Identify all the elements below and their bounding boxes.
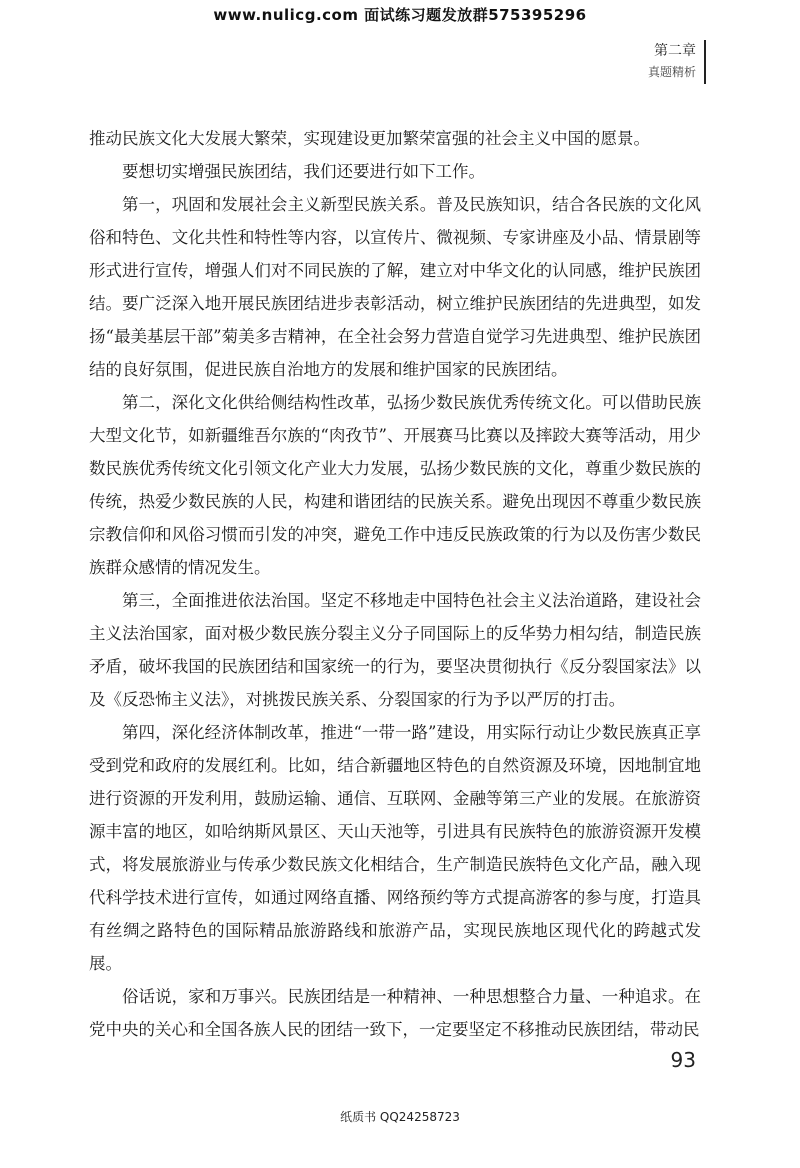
paragraph: 第一，巩固和发展社会主义新型民族关系。普及民族知识，结合各民族的文化风俗和特色、文化共性和特性等内容，以宣传片、微视频、专家讲座及小品、情景剧等形式进行宣传，增强人们对不同民族的了解，建立对中华文化的认同感，维护民族团结。要广泛深入地开展民族团结进步表彰活动，树立维护民族团结的先进典型，如发扬“最美基层干部”菊美多吉精神，在全社会努力营造自觉学习先进典型、维护民族团结的良好氛围，促进民族自治地方的发展和维护国家的民族团结。 — [89, 195, 701, 379]
header-divider — [704, 40, 706, 84]
paragraph: 第二，深化文化供给侧结构性改革，弘扬少数民族优秀传统文化。可以借助民族大型文化节，如新疆维吾尔族的“肉孜节”、开展赛马比赛以及摔跤大赛等活动，用少数民族优秀传统文化引领文化产业大力发展，弘扬少数民族的文化，尊重少数民族的传统，热爱少数民族的人民，构建和谐团结的民族关系。避免出现因不尊重少数民族宗教信仰和风俗习惯而引发的冲突，避免工作中违反民族政策的行为以及伤害少数民族群众感情的情况发生。 — [89, 393, 701, 577]
paragraph: 第四，深化经济体制改革，推进“一带一路”建设，用实际行动让少数民族真正享受到党和政府的发展红利。比如，结合新疆地区特色的自然资源及环境，因地制宜地进行资源的开发利用，鼓励运输、通信、互联网、金融等第三产业的发展。在旅游资源丰富的地区，如哈纳斯风景区、天山天池等，引进具有民族特色的旅游资源开发模式，将发展旅游业与传承少数民族文化相结合，生产制造民族特色文化产品，融入现代科学技术进行宣传，如通过网络直播、网络预约等方式提高游客的参与度，打造具有丝绸之路特色的国际精品旅游路线和旅游产品，实现民族地区现代化的跨越式发展。 — [89, 723, 701, 973]
chapter-header — [648, 40, 696, 82]
paragraph-continuation: 推动民族文化大发展大繁荣，实现建设更加繁荣富强的社会主义中国的愿景。 — [89, 129, 650, 148]
footer-note: 纸质书 QQ24258723 — [340, 1110, 460, 1124]
paragraph: 俗话说，家和万事兴。民族团结是一种精神、一种思想整合力量、一种追求。在党中央的关心和全国各族人民的团结一致下，一定要坚定不移推动民族团结，带动民 — [89, 987, 701, 1039]
section-title: 真题精析 — [647, 65, 696, 79]
page-number: 93 — [670, 1048, 696, 1072]
chapter-title: 第二章 — [654, 43, 696, 59]
paragraph: 第三，全面推进依法治国。坚定不移地走中国特色社会主义法治道路，建设社会主义法治国家，面对极少数民族分裂主义分子同国际上的反华势力相勾结，制造民族矛盾，破坏我国的民族团结和国家统一的行为，要坚决贯彻执行《反分裂国家法》以及《反恐怖主义法》，对挑拨民族关系、分裂国家的行为予以严厉的打击。 — [89, 591, 701, 709]
watermark-banner: www.nulicg.com 面试练习题发放群575395296 — [213, 6, 587, 24]
paragraph: 要想切实增强民族团结，我们还要进行如下工作。 — [122, 162, 485, 181]
main-text — [89, 122, 701, 1046]
